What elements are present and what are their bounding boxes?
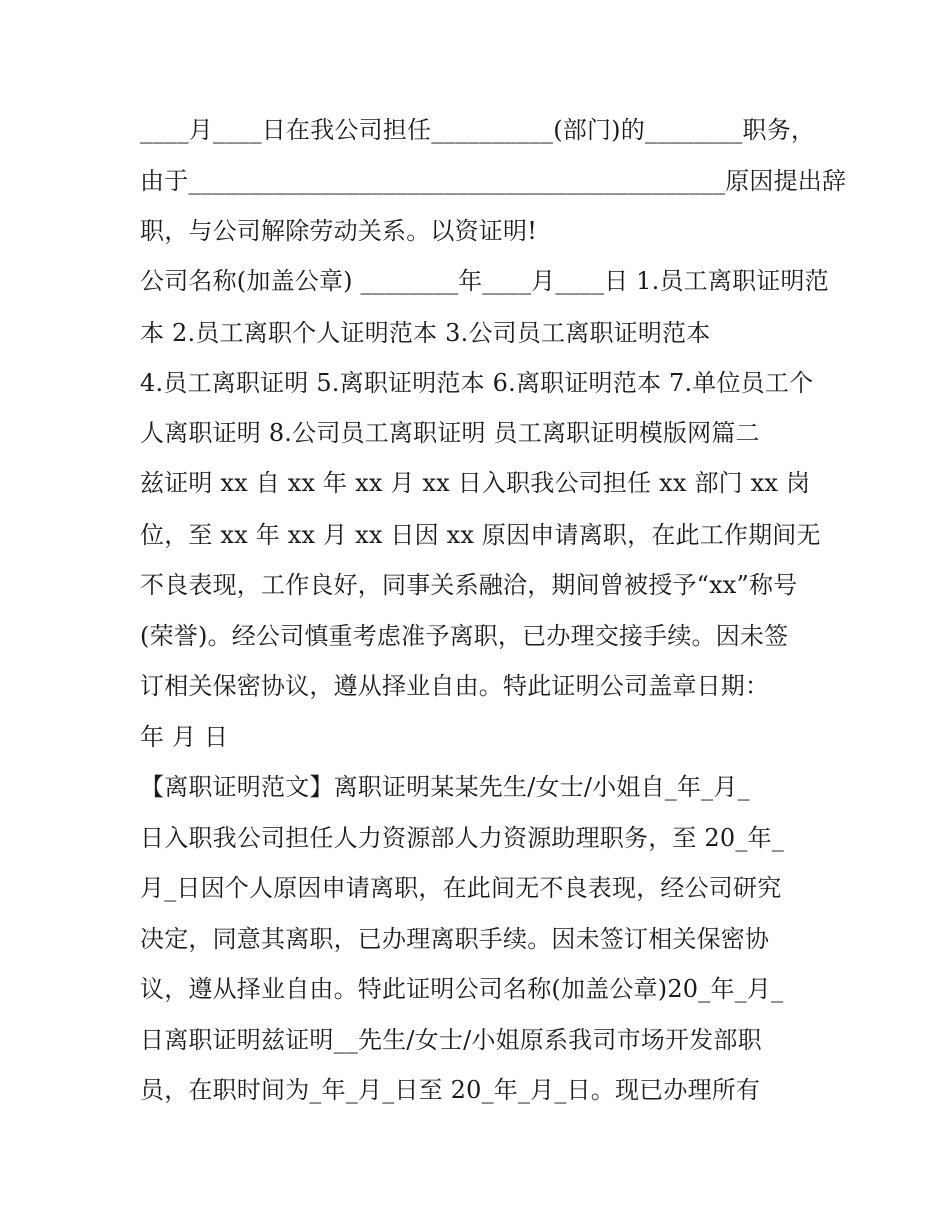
text-line: 【离职证明范文】离职证明某某先生/女士/小姐自_年_月_ — [140, 773, 750, 801]
text-line: 公司名称(加盖公章) ________年____月____日 1.员工离职证明范 — [140, 267, 829, 295]
text-line: 年 月 日 — [140, 723, 229, 751]
text-line: 月_日因个人原因申请离职，在此间无不良表现，经公司研究 — [140, 874, 782, 902]
text-line: 订相关保密协议，遵从择业自由。特此证明公司盖章日期： — [140, 672, 770, 700]
text-line: 决定，同意其离职，已办理离职手续。因未签订相关保密协 — [140, 925, 770, 953]
text-line: 兹证明 xx 自 xx 年 xx 月 xx 日入职我公司担任 xx 部门 xx 岗 — [140, 469, 811, 497]
text-line: 日离职证明兹证明__先生/女士/小姐原系我司市场开发部职 — [140, 1026, 762, 1054]
text-line: 员，在职时间为_年_月_日至 20_年_月_日。现已办理所有 — [140, 1076, 761, 1104]
text-line: (荣誉)。经公司慎重考虑准予离职，已办理交接手续。因未签 — [140, 622, 789, 650]
text-line: 人离职证明 8.公司员工离职证明 员工离职证明模版网篇二 — [140, 419, 760, 447]
text-line: 由于____________________________________________原因提出辞 — [140, 167, 847, 195]
text-line: 本 2.员工离职个人证明范本 3.公司员工离职证明范本 — [140, 319, 711, 347]
text-line: 议，遵从择业自由。特此证明公司名称(加盖公章)20_年_月_ — [140, 975, 784, 1003]
text-line: 4.员工离职证明 5.离职证明范本 6.离职证明范本 7.单位员工个 — [140, 369, 814, 397]
text-line: 日入职我公司担任人力资源部人力资源助理职务，至 20_年_ — [140, 824, 784, 852]
text-line: 位，至 xx 年 xx 月 xx 日因 xx 原因申请离职，在此工作期间无 — [140, 521, 821, 549]
text-line: 职，与公司解除劳动关系。以资证明! — [140, 217, 538, 245]
text-line: ____月____日在我公司担任__________(部门)的________职务， — [140, 116, 816, 144]
text-line: 不良表现，工作良好，同事关系融洽，期间曾被授予“xx”称号 — [140, 571, 798, 599]
